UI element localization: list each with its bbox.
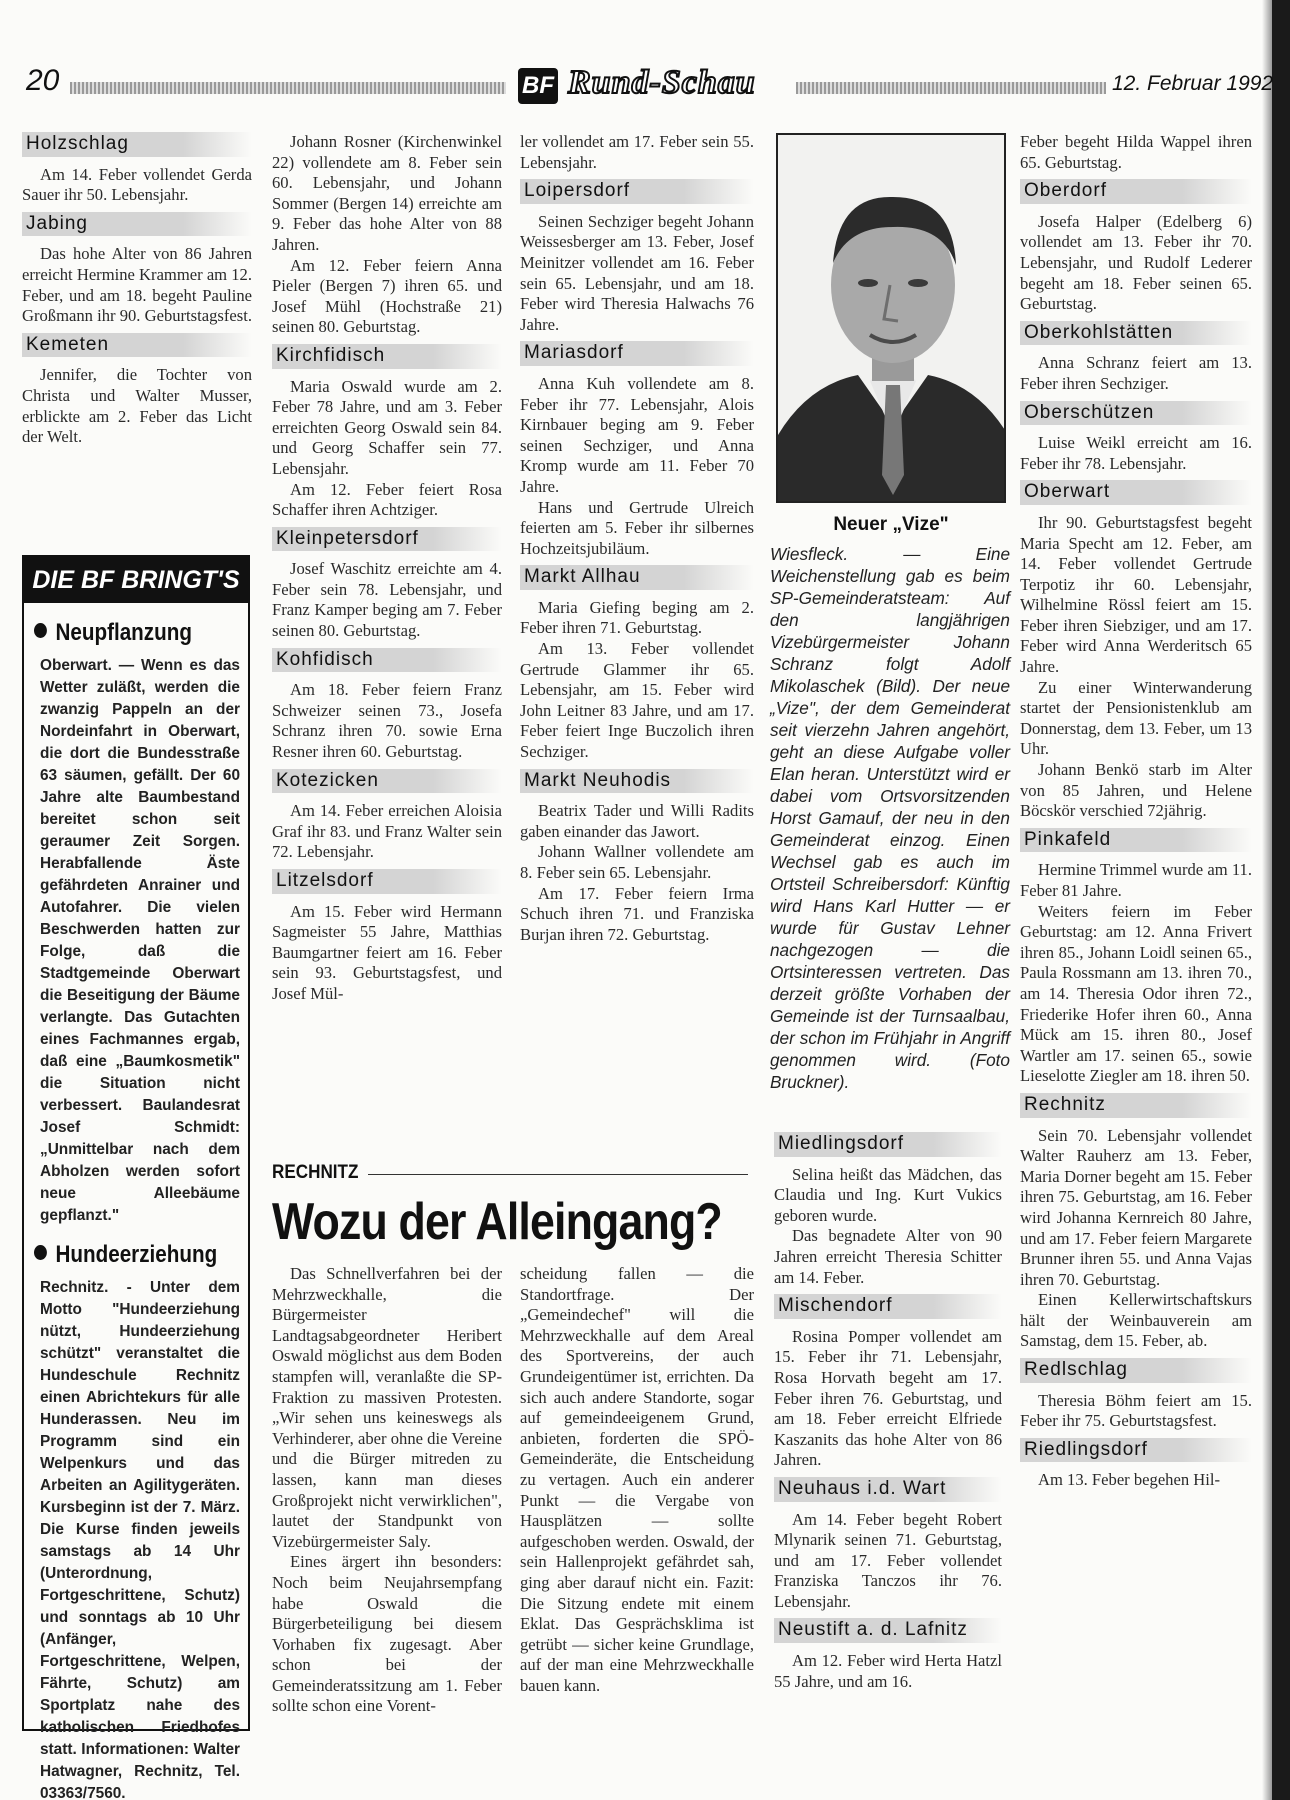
section-text: Jennifer, die Tochter von Christa und Walter Musser, erblickte am 2. Feber das Licht der Welt. xyxy=(22,365,252,447)
section-text: Das hohe Alter von 86 Jahren erreicht Hermine Krammer am 12. Feber, und am 18. begeht Pauline Großmann ihr 90. Geburtstagsfest. xyxy=(22,244,252,326)
section-text: Am 12. Feber wird Herta Hatzl 55 Jahre, und am 16. xyxy=(774,1651,1002,1691)
section-text: Josef Waschitz erreichte am 4. Feber sein 78. Lebensjahr, und Franz Kamper beging am 7. Feber seinen 80. Geburtstag. xyxy=(272,559,502,641)
article-column-1 xyxy=(272,1264,502,1717)
header-rule-left xyxy=(70,82,506,94)
article-kicker: RECHNITZ xyxy=(272,1162,359,1183)
section-heading: Oberdorf xyxy=(1020,179,1252,204)
box-subheading xyxy=(34,619,218,647)
section-text: Am 15. Feber wird Hermann Sagmeister 55 Jahre, Matthias Baumgartner feiert am 16. Feber sein 93. Geburtstagsfest, und Josef Mül- xyxy=(272,901,502,1003)
section-heading: Riedlingsdorf xyxy=(1020,1438,1252,1463)
section-heading: Oberwart xyxy=(1020,480,1252,505)
issue-date: 12. Februar 1992 xyxy=(1112,72,1274,95)
bullet-icon xyxy=(34,1245,47,1260)
paragraph: ler vollendet am 17. Feber sein 55. Lebensjahr. xyxy=(520,132,754,172)
section-heading: Loipersdorf xyxy=(520,179,754,204)
box-subheading-text: Hundeerziehung xyxy=(55,1241,218,1268)
section-text: Das begnadete Alter von 90 Jahren erreicht Theresia Schitter am 14. Feber. xyxy=(774,1226,1002,1287)
section-text: Am 13. Feber vollendet Gertrude Glammer ihr 65. Lebensjahr, am 15. Feber wird John Leitner 83 Jahre, und am 17. Feber feiert Inge Buczolich ihren Sechziger. xyxy=(520,639,754,762)
section-heading: Oberkohlstätten xyxy=(1020,321,1252,346)
masthead-logo xyxy=(518,66,788,106)
section-text: Hermine Trimmel wurde am 11. Feber 81 Jahre. xyxy=(1020,860,1252,900)
box-title: DIE BF BRINGT'S xyxy=(24,557,248,603)
photo-caption: Neuer „Vize" xyxy=(833,514,949,535)
section-text: Am 14. Feber begeht Robert Mlynarik seinen 71. Geburtstag, und am 17. Feber vollendet Franziska Tanczos ihr 76. Lebensjahr. xyxy=(774,1509,1002,1611)
section-heading: Jabing xyxy=(22,212,252,237)
section-text: Selina heißt das Mädchen, das Claudia und Ing. Kurt Vukics geboren wurde. xyxy=(774,1164,1002,1225)
box-subheading xyxy=(34,1241,218,1269)
column-1 xyxy=(22,132,252,448)
section-text: Luise Weikl erreicht am 16. Feber ihr 78. Lebensjahr. xyxy=(1020,433,1252,473)
section-text: Am 13. Feber begehen Hil- xyxy=(1038,1470,1221,1490)
section-text: Maria Giefing beging am 2. Feber ihren 71. Geburtstag. xyxy=(520,597,754,638)
paragraph: Feber begeht Hilda Wappel ihren 65. Geburtstag. xyxy=(1020,132,1252,172)
bf-bringts-box xyxy=(22,555,250,1800)
column-4 xyxy=(774,1132,1002,1692)
page-edge xyxy=(1272,0,1290,1800)
section-heading: Litzelsdorf xyxy=(272,869,502,894)
section-heading: Kemeten xyxy=(22,333,252,358)
section-text: Josefa Halper (Edelberg 6) vollendet am 13. Feber ihr 70. Lebensjahr, und Rudolf Lederer begeht am 18. Feber seinen 65. Geburtstag. xyxy=(1020,211,1252,314)
section-text: Johann Wallner vollendete am 8. Feber sein 65. Lebensjahr. xyxy=(520,842,754,882)
section-heading: Rechnitz xyxy=(1020,1093,1252,1118)
box-text: Oberwart. — Wenn es das Wetter zuläßt, werden die zwanzig Pappeln an der Nordeinfahrt in Oberwart, die dort die Bundesstraße 63 säumen, gefällt. Der 60 Jahre alte Baumbestand bereitet schon seit geraumer Zeit Sorgen. Herabfallende Äste gefährdeten Anrainer und Autofahrer. Die vielen Beschwerden hatten zur Folge, daß die Stadtgemeinde Oberwart die Beseitigung der Bäume verlangte. Das Gutachten eines Fachmannes ergab, daß eine „Baumkosmetik" die Situation nicht verbessert. Baulandesrat Josef Schmidt: „Unmittelbar nach dem Abholzen werden sofort neue Alleebäume gepflanzt." xyxy=(40,657,240,1224)
section-text: Weiters feiern im Feber Geburtstag: am 12. Anna Frivert ihren 85., Johann Loidl seinen 65., Paula Rossmann am 13. ihren 70., am 14. Theresia Odor ihren 72., Friederike Hofer ihren 60., Anna Mück am 15. ihren 80., Josef Wartler am 17. seinen 65., sowie Lieselotte Ziegler am 18. ihren 50. xyxy=(1020,901,1252,1086)
section-heading: Redlschlag xyxy=(1020,1358,1252,1383)
section-text: Rosina Pomper vollendet am 15. Feber ihr 71. Lebensjahr, Rosa Horvath begeht am 17. Feber ihren 76. Geburtstag, und am 18. Feber erreicht Elfriede Kaszanits das hohe Alter von 86 Jahren. xyxy=(774,1326,1002,1470)
portrait-illustration xyxy=(778,135,1006,503)
section-text: Maria Oswald wurde am 2. Feber 78 Jahre, und am 3. Feber erreichten Georg Oswald sein 84. und Georg Schaffer sein 77. Lebensjahr. xyxy=(272,376,502,478)
paragraph: Johann Rosner (Kirchenwinkel 22) vollendete am 8. Feber sein 60. Lebensjahr, und Johann Sommer (Bergen 14) erreichte am 9. Feber das hohe Alter von 88 Jahren. xyxy=(272,132,502,254)
kicker-rule xyxy=(368,1174,748,1175)
box-text: Rechnitz. - Unter dem Motto "Hundeerziehung nützt, Hundeerziehung schützt" veranstaltet die Hundeschule Rechnitz einen Abrichtekurs für alle Hunderassen. Neu im Programm sind ein Welpenkurs und das Arbeiten an Agilitygeräten. Kursbeginn ist der 7. März. Die Kurse finden jeweils samstags ab 14 Uhr (Unterordnung, Fortgeschrittene, Schutz) und sonntags ab 10 Uhr (Anfänger, Fortgeschrittene, Welpen, Fährte, Schutz) am Sportplatz nahe des katholischen Friedhofes statt. Informationen: Walter Hatwagner, Rechnitz, Tel. 03363/7560. xyxy=(40,1279,240,1800)
section-text: Am 14. Feber vollendet Gerda Sauer ihr 50. Lebensjahr. xyxy=(22,164,252,205)
section-text: Seinen Sechziger begeht Johann Weissesberger am 13. Feber, Josef Meinitzer vollendet am 16. Feber sein 65. Lebensjahr, und am 18. Feber wird Theresia Halwachs 76 Jahre. xyxy=(520,211,754,334)
section-heading: Oberschützen xyxy=(1020,401,1252,426)
column-5 xyxy=(1020,132,1252,1491)
column-3 xyxy=(520,132,754,945)
page-fold-shadow xyxy=(1262,0,1272,1800)
section-heading: Markt Neuhodis xyxy=(520,769,754,794)
section-heading: Mischendorf xyxy=(774,1294,1002,1319)
logo-badge: BF xyxy=(518,68,558,104)
section-text: Einen Kellerwirtschaftskurs hält der Weinbauverein am Samstag, dem 15. Feber, ab. xyxy=(1020,1290,1252,1351)
section-text: Hans und Gertrude Ulreich feierten am 5. Feber ihr silbernes Hochzeitsjubiläum. xyxy=(520,497,754,558)
section-text: Sein 70. Lebensjahr vollendet Walter Rauherz am 13. Feber, Maria Dorner begeht am 15. Feber ihren 75. Geburtstag, am 16. Feber wird Johanna Kernreich 80 Jahre, und am 17. Feber feiern Margarete Brunner ihren 55. und Anna Vajas ihren 70. Geburtstag. xyxy=(1020,1125,1252,1289)
article-kicker-row xyxy=(272,1162,750,1186)
bullet-icon xyxy=(34,623,47,638)
section-text: Am 17. Feber feiern Irma Schuch ihren 71. und Franziska Burjan ihren 72. Geburtstag. xyxy=(520,883,754,944)
photo-story: Wiesfleck. — Eine Weichenstellung gab es beim SP-Gemeinderatsteam: Auf den langjährigen Vizebürgermeister Johann Schranz folgt Adolf Mikolaschek (Bild). Der neue „Vize", der dem Gemeinderat seit vierzehn Jahren angehört, geht an diese Aufgabe voller Elan heran. Unterstützt wird er dabei vom Ortsvorsitzenden Horst Gamauf, der neu in den Gemeinderat einzog. Einen Wechsel gab es auch im Ortsteil Schreibersdorf: Künftig wird Hans Karl Hutter — er wurde für Gustav Lehner nachgezogen — die Ortsinteressen vertreten. Das derzeit größte Vorhaben der Gemeinde ist der Turnsaalbau, der schon im Frühjahr in Angriff genommen wird. (Foto Bruckner). xyxy=(770,544,1010,1092)
box-subheading-text: Neupflanzung xyxy=(55,619,192,646)
section-text: Am 12. Feber feiert Rosa Schaffer ihren Achtziger. xyxy=(272,479,502,520)
section-heading: Miedlingsdorf xyxy=(774,1132,1002,1157)
section-heading: Mariasdorf xyxy=(520,341,754,366)
article-paragraph: scheidung fallen — die Standortfrage. Der „Gemeindechef" will die Mehrzweckhalle auf dem Areal des Sportvereins, der auch Grundeigentümer ist, errichten. Da sich auch andere Standorte, sogar auf gemeindeeigenem Grund, anbieten, forderten die SPÖ-Gemeinderäte, die Entscheidung zu vertagen. Auch ein anderer Punkt — die Vergabe von Hausplätzen — sollte aufgeschoben werden. Oswald, der sein Hallenprojekt gefährdet sah, ging aber darauf nicht ein. Fazit: Die Sitzung endete mit einem Eklat. Das Gesprächsklima ist getrübt — sicher keine Grundlage, auf der man eine Mehrzweckhalle bauen kann. xyxy=(520,1264,754,1695)
article-column-2 xyxy=(520,1264,754,1696)
article-paragraph: Das Schnellverfahren bei der Mehrzweckhalle, die Bürgermeister Landtagsabgeordneter Heribert Oswald möglichst aus dem Boden stampfen will, veranlaßte die SP-Fraktion zu massiven Protesten. „Wir sehen uns keineswegs als Verhinderer, aber ohne die Vereine und die Bürger mitreden zu lassen, kann man dieses Großprojekt nicht verwirklichen", lautet der Standpunkt von Vizebürgermeister Saly. xyxy=(272,1264,502,1551)
section-heading: Kirchfidisch xyxy=(272,344,502,369)
paragraph: Am 12. Feber feiern Anna Pieler (Bergen 7) ihren 65. und Josef Mühl (Hochstraße 21) seinen 80. Geburtstag. xyxy=(272,255,502,337)
section-heading: Kohfidisch xyxy=(272,648,502,673)
section-heading: Markt Allhau xyxy=(520,565,754,590)
section-heading: Kotezicken xyxy=(272,769,502,794)
section-text: Am 14. Feber erreichen Aloisia Graf ihr 83. und Franz Walter sein 72. Lebensjahr. xyxy=(272,801,502,862)
section-heading: Kleinpetersdorf xyxy=(272,527,502,552)
section-text: Zu einer Winterwanderung startet der Pensionistenklub am Donnerstag, dem 13. Feber, um 13 Uhr. xyxy=(1020,677,1252,759)
section-heading: Pinkafeld xyxy=(1020,828,1252,853)
section-heading: Neustift a. d. Lafnitz xyxy=(774,1618,1002,1643)
logo-text: Rund-Schau xyxy=(568,64,756,101)
section-text: Theresia Böhm feiert am 15. Feber ihr 75. Geburtstagsfest. xyxy=(1020,1390,1252,1431)
portrait-photo xyxy=(776,133,1006,503)
section-text: Ihr 90. Geburtstagsfest begeht Maria Specht am 12. Feber, am 14. Feber vollendet Gertrude Terpotiz ihr 60. Lebensjahr, Wilhelmine Rössl feiert am 15. Feber ihren Siebziger, und am 17. Feber wird Anna Werderitsch 65 Jahre. xyxy=(1020,512,1252,677)
article-paragraph: Eines ärgert ihn besonders: Noch beim Neujahrsempfang habe Oswald die Bürgerbeteiligung bei diesem Vorhaben fix zugesagt. Aber schon bei der Gemeinderatssitzung am 1. Feber sollte schon eine Vorent- xyxy=(272,1552,502,1716)
section-heading: Neuhaus i.d. Wart xyxy=(774,1477,1002,1502)
section-text: Anna Kuh vollendete am 8. Feber ihr 77. Lebensjahr, Alois Kirnbauer beging am 9. Feber seinen Sechziger, und Anna Kromp wurde am 11. Feber 70 Jahre. xyxy=(520,373,754,496)
section-text: Anna Schranz feiert am 13. Feber ihren Sechziger. xyxy=(1020,353,1252,393)
section-text: Beatrix Tader und Willi Radits gaben einander das Jawort. xyxy=(520,801,754,841)
page-header xyxy=(26,64,1274,110)
section-text: Am 18. Feber feiern Franz Schweizer seinen 73., Josefa Schranz ihren 70. sowie Erna Resner ihren 60. Geburtstag. xyxy=(272,680,502,762)
article-headline: Wozu der Alleingang? xyxy=(272,1193,722,1251)
section-heading: Holzschlag xyxy=(22,132,252,157)
column-2 xyxy=(272,132,502,1005)
section-text: Johann Benkö starb im Alter von 85 Jahren, und Helene Böcskör verschied 72jährig. xyxy=(1020,760,1252,821)
page-number: 20 xyxy=(26,64,60,97)
header-rule-right xyxy=(796,82,1106,94)
